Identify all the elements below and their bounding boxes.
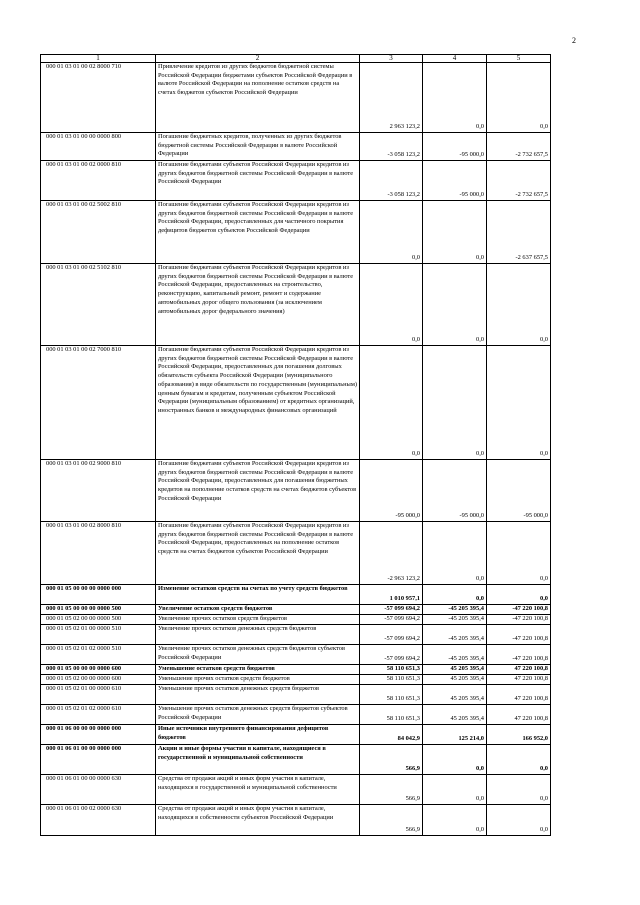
- table-row: [41, 725, 551, 745]
- row-value-col4: 0,0: [423, 522, 487, 585]
- row-value-col4: 45 205 395,4: [423, 705, 487, 725]
- row-code: 000 01 03 01 00 02 8000 710: [41, 63, 156, 133]
- row-code: 000 01 03 01 00 02 5102 810: [41, 264, 156, 346]
- row-code: 000 01 05 02 01 00 0000 610: [41, 685, 156, 705]
- row-code: 000 01 03 01 00 02 7000 810: [41, 346, 156, 460]
- budget-table: [40, 54, 551, 836]
- row-value-col5: -95 000,0: [487, 460, 551, 522]
- table-row: [41, 460, 551, 522]
- row-value-col3: -57 099 694,2: [360, 615, 423, 625]
- row-value-col4: 0,0: [423, 63, 487, 133]
- row-value-col5: 166 952,0: [487, 725, 551, 745]
- row-name: Уменьшение прочих остатков денежных средств бюджетов: [156, 685, 360, 705]
- row-name: Привлечение кредитов из других бюджетов бюджетной системы Российской Федерации бюджетами субъектов Российской Федерации в валюте Российской Федерации на пополнение остатков средств на счетах бюджетов субъектов Российской Федерации: [156, 63, 360, 133]
- row-value-col5: -2 637 657,5: [487, 201, 551, 264]
- row-name: Уменьшение прочих остатков средств бюджетов: [156, 675, 360, 685]
- row-value-col3: -57 099 694,2: [360, 645, 423, 665]
- row-value-col4: -45 205 395,4: [423, 615, 487, 625]
- row-code: 000 01 05 02 01 02 0000 610: [41, 705, 156, 725]
- header-col-4: 4: [423, 55, 487, 63]
- row-value-col4: 0,0: [423, 264, 487, 346]
- table-row: [41, 645, 551, 665]
- row-value-col5: -47 220 100,8: [487, 625, 551, 645]
- row-code: 000 01 03 01 00 02 8000 810: [41, 522, 156, 585]
- table-row: [41, 605, 551, 615]
- row-name: Увеличение прочих остатков средств бюджетов: [156, 615, 360, 625]
- row-value-col3: 58 110 651,3: [360, 705, 423, 725]
- row-value-col5: 0,0: [487, 805, 551, 836]
- table-row: [41, 161, 551, 201]
- row-value-col5: 47 220 100,8: [487, 675, 551, 685]
- row-code: 000 01 05 00 00 00 0000 000: [41, 585, 156, 605]
- row-value-col4: 0,0: [423, 346, 487, 460]
- row-name: Погашение бюджетами субъектов Российской Федерации кредитов из других бюджетов бюджетной системы Российской Федерации в валюте Российской Федерации, предоставленных для погашения долговых обязательств субъекта Российской Федерации (муниципального образования) в виде обязательств по государственным (муниципальным) ценным бумагам и кредитам, полученным субъектом Российской Федерации (муниципальным образованием) от кредитных организаций, иностранных банков и международных финансовых организаций: [156, 346, 360, 460]
- row-name: Погашение бюджетами субъектов Российской Федерации кредитов из других бюджетов бюджетной системы Российской Федерации в валюте Российской Федерации, предоставленных на пополнение остатков средств на счетах бюджетов субъектов Российской Федерации: [156, 522, 360, 585]
- row-value-col4: 0,0: [423, 201, 487, 264]
- row-value-col4: 0,0: [423, 585, 487, 605]
- table-header-row: [41, 55, 551, 63]
- row-value-col5: 0,0: [487, 585, 551, 605]
- row-value-col3: 566,9: [360, 805, 423, 836]
- row-value-col4: -95 000,0: [423, 161, 487, 201]
- row-name: Погашение бюджетами субъектов Российской Федерации кредитов из других бюджетов бюджетной системы Российской Федерации в валюте Российской Федерации, предоставленных для частичного покрытия дефицитов бюджетов субъектов Российской Федерации: [156, 201, 360, 264]
- row-value-col5: 47 220 100,8: [487, 665, 551, 675]
- row-code: 000 01 06 01 00 00 0000 000: [41, 745, 156, 775]
- row-value-col4: -95 000,0: [423, 133, 487, 161]
- row-value-col3: 58 110 651,3: [360, 665, 423, 675]
- row-value-col4: 45 205 395,4: [423, 665, 487, 675]
- row-value-col3: 566,9: [360, 745, 423, 775]
- table-row: [41, 665, 551, 675]
- row-value-col4: -45 205 395,4: [423, 605, 487, 615]
- row-code: 000 01 06 01 00 00 0000 630: [41, 775, 156, 805]
- row-value-col3: 1 010 957,1: [360, 585, 423, 605]
- row-value-col4: 45 205 395,4: [423, 675, 487, 685]
- table-row: [41, 775, 551, 805]
- row-value-col3: -3 058 123,2: [360, 133, 423, 161]
- row-value-col4: 125 214,0: [423, 725, 487, 745]
- table-row: [41, 264, 551, 346]
- row-name: Погашение бюджетами субъектов Российской Федерации кредитов из других бюджетов бюджетной системы Российской Федерации в валюте Российской Федерации: [156, 161, 360, 201]
- row-value-col3: 58 110 651,3: [360, 685, 423, 705]
- row-name: Уменьшение прочих остатков денежных средств бюджетов субъектов Российской Федерации: [156, 705, 360, 725]
- row-value-col4: 0,0: [423, 775, 487, 805]
- row-value-col4: -95 000,0: [423, 460, 487, 522]
- row-value-col3: -2 963 123,2: [360, 522, 423, 585]
- row-name: Погашение бюджетных кредитов, полученных из других бюджетов бюджетной системы Российской Федерации в валюте Российской Федерации: [156, 133, 360, 161]
- table-row: [41, 201, 551, 264]
- table-row: [41, 625, 551, 645]
- row-code: 000 01 05 02 01 02 0000 510: [41, 645, 156, 665]
- row-code: 000 01 03 01 00 02 9000 810: [41, 460, 156, 522]
- row-value-col5: 0,0: [487, 522, 551, 585]
- row-value-col4: 0,0: [423, 805, 487, 836]
- row-value-col3: 2 963 123,2: [360, 63, 423, 133]
- row-name: Увеличение прочих остатков денежных средств бюджетов субъектов Российской Федерации: [156, 645, 360, 665]
- row-value-col3: -95 000,0: [360, 460, 423, 522]
- table-row: [41, 63, 551, 133]
- row-name: Иные источники внутреннего финансирования дефицитов бюджетов: [156, 725, 360, 745]
- row-value-col5: 47 220 100,8: [487, 705, 551, 725]
- row-value-col3: 0,0: [360, 201, 423, 264]
- row-value-col4: -45 205 395,4: [423, 625, 487, 645]
- row-value-col3: 566,9: [360, 775, 423, 805]
- row-code: 000 01 03 01 00 02 0000 810: [41, 161, 156, 201]
- row-code: 000 01 06 00 00 00 0000 000: [41, 725, 156, 745]
- row-code: 000 01 05 02 01 00 0000 510: [41, 625, 156, 645]
- row-name: Средства от продажи акций и иных форм участия в капитале, находящихся в государственной и муниципальной собственности: [156, 775, 360, 805]
- row-name: Погашение бюджетами субъектов Российской Федерации кредитов из других бюджетов бюджетной системы Российской Федерации в валюте Российской Федерации, предоставленных для погашения бюджетных кредитов на пополнение остатков средств на счетах бюджетов субъектов Российской Федерации: [156, 460, 360, 522]
- row-value-col5: 0,0: [487, 63, 551, 133]
- row-value-col5: -47 220 100,8: [487, 615, 551, 625]
- row-value-col3: -57 099 694,2: [360, 625, 423, 645]
- table-row: [41, 133, 551, 161]
- row-code: 000 01 03 01 00 02 5002 810: [41, 201, 156, 264]
- row-name: Увеличение прочих остатков денежных средств бюджетов: [156, 625, 360, 645]
- row-value-col3: -57 099 694,2: [360, 605, 423, 615]
- row-code: 000 01 05 02 00 00 0000 500: [41, 615, 156, 625]
- row-value-col5: -2 732 657,5: [487, 161, 551, 201]
- table-row: [41, 346, 551, 460]
- row-code: 000 01 05 02 00 00 0000 600: [41, 675, 156, 685]
- header-col-2: 2: [156, 55, 360, 63]
- row-value-col3: 0,0: [360, 346, 423, 460]
- row-value-col5: -2 732 657,5: [487, 133, 551, 161]
- table-row: [41, 522, 551, 585]
- row-code: 000 01 05 00 00 00 0000 500: [41, 605, 156, 615]
- table-row: [41, 675, 551, 685]
- row-value-col4: 0,0: [423, 745, 487, 775]
- row-name: Изменение остатков средств на счетах по учету средств бюджетов: [156, 585, 360, 605]
- row-value-col5: -47 220 100,8: [487, 645, 551, 665]
- row-value-col3: 58 110 651,3: [360, 675, 423, 685]
- table-row: [41, 685, 551, 705]
- page-number: 2: [572, 36, 576, 45]
- row-value-col4: 45 205 395,4: [423, 685, 487, 705]
- header-col-3: 3: [360, 55, 423, 63]
- table-row: [41, 585, 551, 605]
- row-code: 000 01 06 01 00 02 0000 630: [41, 805, 156, 836]
- row-name: Погашение бюджетами субъектов Российской Федерации кредитов из других бюджетов бюджетной системы Российской Федерации в валюте Российской Федерации, предоставленных на строительство, реконструкцию, капитальный ремонт, ремонт и содержание автомобильных дорог общего пользования (за исключением автомобильных дорог федерального значения): [156, 264, 360, 346]
- row-value-col3: -3 058 123,2: [360, 161, 423, 201]
- row-value-col5: 0,0: [487, 346, 551, 460]
- row-value-col5: 0,0: [487, 264, 551, 346]
- row-value-col5: 47 220 100,8: [487, 685, 551, 705]
- table-row: [41, 705, 551, 725]
- header-col-1: 1: [41, 55, 156, 63]
- row-value-col3: 0,0: [360, 264, 423, 346]
- row-value-col5: 0,0: [487, 775, 551, 805]
- row-code: 000 01 03 01 00 00 0000 800: [41, 133, 156, 161]
- row-code: 000 01 05 00 00 00 0000 600: [41, 665, 156, 675]
- row-value-col5: 0,0: [487, 745, 551, 775]
- table-row: [41, 745, 551, 775]
- row-name: Средства от продажи акций и иных форм участия в капитале, находящихся в собственности субъектов Российской Федерации: [156, 805, 360, 836]
- header-col-5: 5: [487, 55, 551, 63]
- row-name: Уменьшение остатков средств бюджетов: [156, 665, 360, 675]
- table-row: [41, 805, 551, 836]
- row-name: Акции и иные формы участия в капитале, находящиеся в государственной и муниципальной собственности: [156, 745, 360, 775]
- row-value-col4: -45 205 395,4: [423, 645, 487, 665]
- row-value-col5: -47 220 100,8: [487, 605, 551, 615]
- table-row: [41, 615, 551, 625]
- row-value-col3: 84 042,9: [360, 725, 423, 745]
- row-name: Увеличение остатков средств бюджетов: [156, 605, 360, 615]
